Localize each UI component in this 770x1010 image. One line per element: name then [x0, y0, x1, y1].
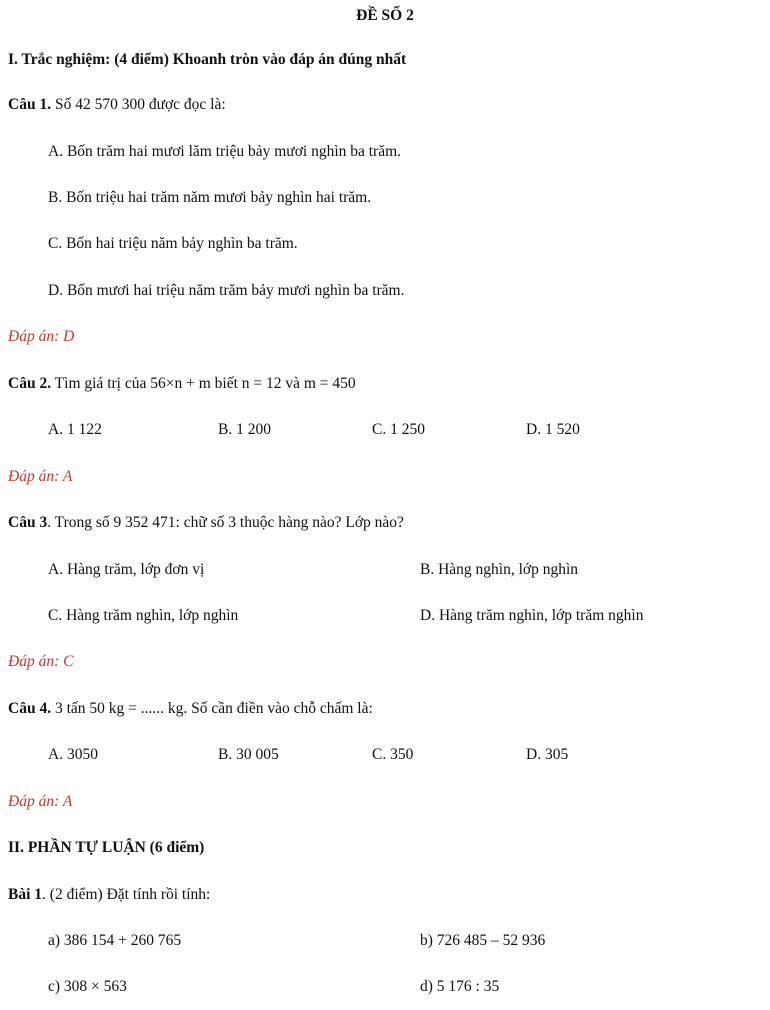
question-text: 3 tấn 50 kg = ...... kg. Số cần điền vào chỗ chấm là:: [51, 700, 373, 717]
q3-option-a: A. Hàng trăm, lớp đơn vị: [48, 561, 205, 578]
question-text: . Trong số 9 352 471: chữ số 3 thuộc hàng nào? Lớp nào?: [47, 514, 404, 531]
question-3: [8, 513, 770, 533]
q4-option-c: C. 350: [372, 746, 414, 763]
q1-option-c: C. Bốn hai triệu năm bảy nghìn ba trăm.: [48, 235, 298, 252]
q4-answer: Đáp án: A: [8, 793, 73, 810]
exercise-1: [8, 885, 770, 905]
question-2: [8, 374, 770, 394]
q1-option-a: A. Bốn trăm hai mươi lăm triệu bảy mươi nghìn ba trăm.: [48, 143, 402, 160]
q1-option-d: D. Bốn mươi hai triệu năm trăm bảy mươi nghìn ba trăm.: [48, 282, 405, 299]
question-1: [8, 95, 770, 115]
exercise-1-item-c: c) 308 × 563: [48, 978, 127, 995]
q2-answer: Đáp án: A: [8, 468, 73, 485]
exercise-1-item-a: a) 386 154 + 260 765: [48, 932, 182, 949]
q1-answer: Đáp án: D: [8, 328, 75, 345]
q2-option-d: D. 1 520: [526, 421, 580, 438]
q3-option-d: D. Hàng trăm nghìn, lớp trăm nghìn: [420, 607, 644, 624]
section1-heading: I. Trắc nghiệm: (4 điểm) Khoanh tròn vào đáp án đúng nhất: [8, 51, 407, 68]
question-label: Câu 3: [8, 514, 48, 531]
q2-option-a: A. 1 122: [48, 421, 102, 438]
q4-option-b: B. 30 005: [218, 746, 279, 763]
q4-option-d: D. 305: [526, 746, 569, 763]
question-4: [8, 699, 770, 719]
q2-option-b: B. 1 200: [218, 421, 271, 438]
question-text: Tìm giá trị của 56×n + m biết n = 12 và m = 450: [51, 375, 356, 392]
exercise-label: Bài 1: [8, 886, 43, 903]
q3-option-c: C. Hàng trăm nghìn, lớp nghìn: [48, 607, 239, 624]
exercise-1-item-d: d) 5 176 : 35: [420, 978, 500, 995]
q3-option-b: B. Hàng nghìn, lớp nghìn: [420, 561, 579, 578]
question-label: Câu 4.: [8, 700, 52, 717]
section2-heading: II. PHẦN TỰ LUẬN (6 điểm): [8, 839, 205, 856]
question-text: Số 42 570 300 được đọc là:: [51, 96, 226, 113]
q4-option-a: A. 3050: [48, 746, 98, 763]
page-title: ĐỀ SỐ 2: [356, 7, 414, 24]
exercise-1-item-b: b) 726 485 – 52 936: [420, 932, 546, 949]
q1-option-b: B. Bốn triệu hai trăm năm mươi bảy nghìn hai trăm.: [48, 189, 372, 206]
q2-option-c: C. 1 250: [372, 421, 425, 438]
exercise-text: . (2 điểm) Đặt tính rồi tính:: [42, 886, 211, 903]
q3-answer: Đáp án: C: [8, 653, 74, 670]
question-label: Câu 2.: [8, 375, 52, 392]
question-label: Câu 1.: [8, 96, 52, 113]
